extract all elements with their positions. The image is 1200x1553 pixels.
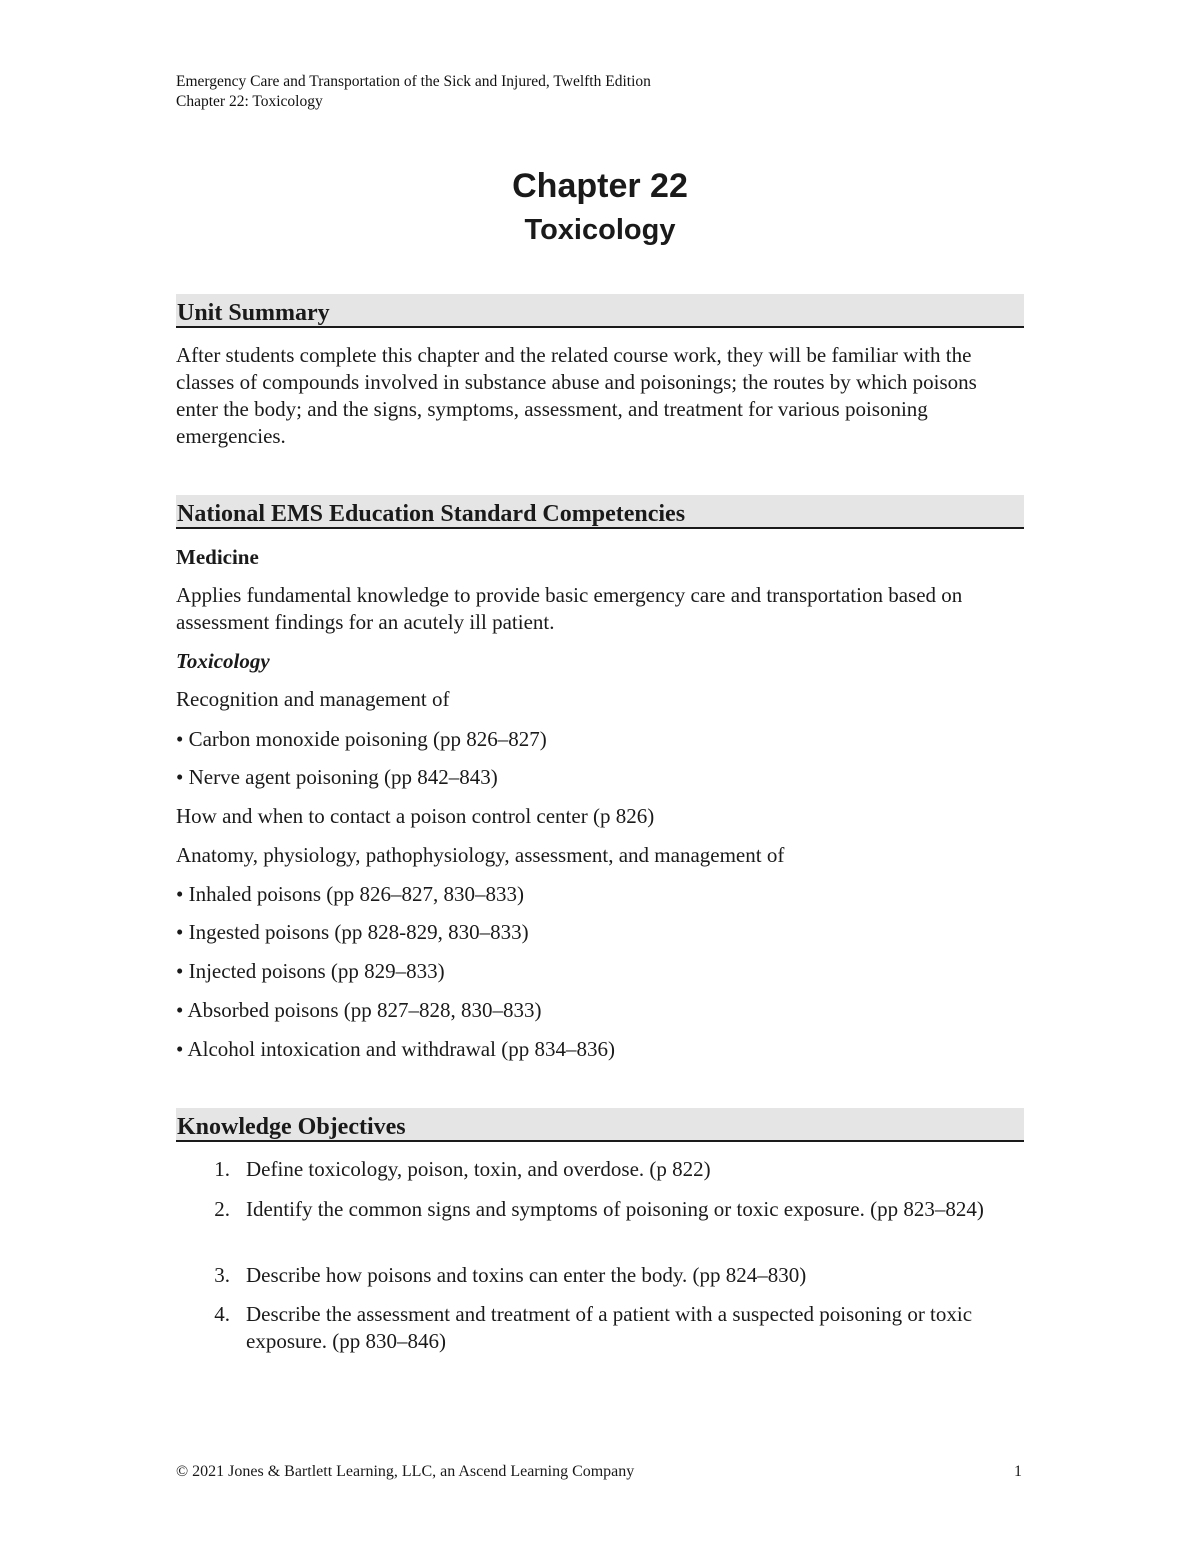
anatomy-item: • Inhaled poisons (pp 826–827, 830–833): [176, 882, 524, 906]
unit-summary-heading: Unit Summary: [176, 294, 1024, 328]
chapter-reference: Chapter 22: Toxicology: [176, 93, 323, 110]
recognition-item: • Carbon monoxide poisoning (pp 826–827): [176, 727, 547, 751]
page-number: 1: [1014, 1463, 1022, 1480]
anatomy-item: • Injected poisons (pp 829–833): [176, 959, 445, 983]
objective-text: Identify the common signs and symptoms of poisoning or toxic exposure. (pp 823–824): [246, 1197, 984, 1221]
anatomy-item: • Alcohol intoxication and withdrawal (pp 834–836): [176, 1037, 615, 1061]
objective-item: [176, 1262, 1024, 1289]
chapter-title: Chapter 22: [512, 167, 688, 205]
competencies-subheading: Medicine: [176, 545, 259, 569]
objective-text: Describe the assessment and treatment of a patient with a suspected poisoning or toxic exposure. (pp 830–846): [246, 1302, 973, 1353]
objective-text: Describe how poisons and toxins can enter the body. (pp 824–830): [246, 1263, 807, 1287]
knowledge-objectives-heading: Knowledge Objectives: [176, 1108, 1024, 1142]
anatomy-label: Anatomy, physiology, pathophysiology, assessment, and management of: [176, 843, 785, 867]
objective-number: 3.: [214, 1263, 230, 1287]
anatomy-item: • Absorbed poisons (pp 827–828, 830–833): [176, 998, 542, 1022]
poison-control-line: How and when to contact a poison control center (p 826): [176, 804, 655, 828]
objective-number: 2.: [214, 1197, 230, 1221]
book-title: Emergency Care and Transportation of the Sick and Injured, Twelfth Edition: [176, 73, 651, 90]
chapter-subtitle: Toxicology: [524, 214, 676, 246]
objective-number: 1.: [214, 1157, 230, 1181]
objective-text: Define toxicology, poison, toxin, and overdose. (p 822): [246, 1157, 711, 1181]
recognition-item: • Nerve agent poisoning (pp 842–843): [176, 765, 498, 789]
objective-item: [176, 1301, 1024, 1355]
recognition-label: Recognition and management of: [176, 687, 450, 711]
unit-summary-body: After students complete this chapter and the related course work, they will be familiar with the classes of compounds involved in substance abuse and poisonings; the routes by which poisons enter the body; and the signs, symptoms, assessment, and treatment for various poisoning emergencies.: [176, 343, 977, 448]
anatomy-item: • Ingested poisons (pp 828-829, 830–833): [176, 920, 529, 944]
objective-item: [176, 1196, 1024, 1223]
competencies-topic: Toxicology: [176, 649, 270, 673]
objective-number: 4.: [214, 1302, 230, 1326]
competencies-heading: National EMS Education Standard Competencies: [176, 495, 1024, 529]
running-header: [176, 72, 651, 112]
title-block: [0, 166, 1200, 250]
competencies-intro: Applies fundamental knowledge to provide basic emergency care and transportation based on assessment findings for an acutely ill patient.: [176, 583, 963, 634]
footer-copyright: © 2021 Jones & Bartlett Learning, LLC, an Ascend Learning Company: [176, 1463, 635, 1480]
objective-item: [176, 1156, 1024, 1183]
